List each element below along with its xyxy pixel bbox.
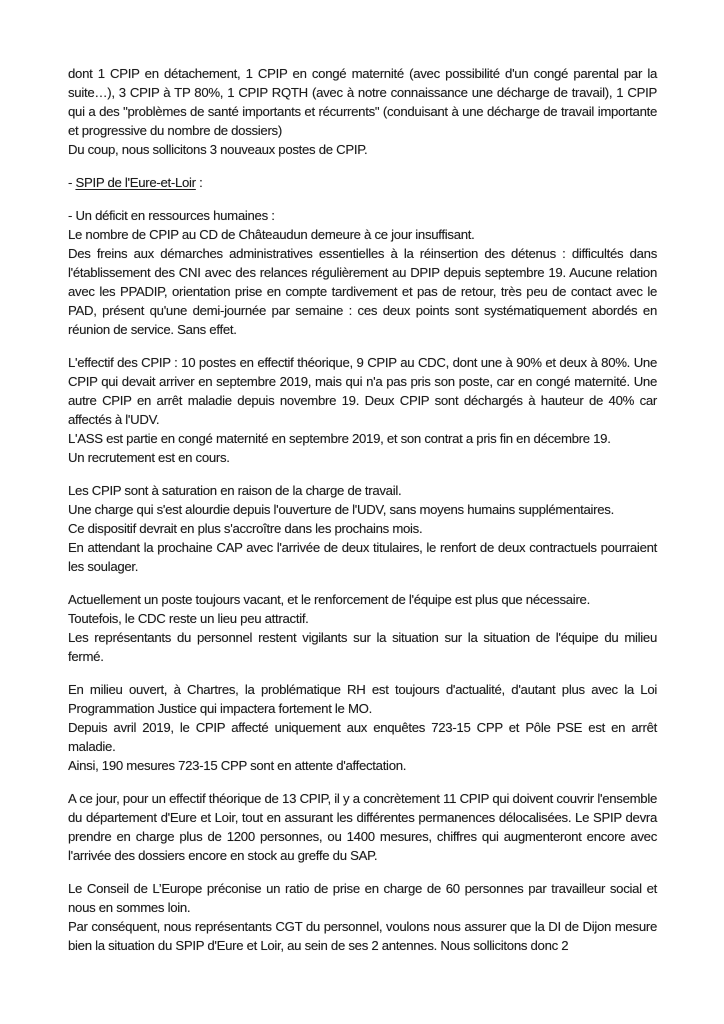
section-heading-spip-eure-et-loir [68, 173, 657, 192]
paragraph-poste-vacant: Actuellement un poste toujours vacant, et le renforcement de l'équipe est plus que nécessaire. [68, 592, 590, 607]
paragraph-nombre-cpip: Le nombre de CPIP au CD de Châteaudun demeure à ce jour insuffisant. [68, 227, 475, 242]
paragraph-mesures-en-attente: Ainsi, 190 mesures 723-15 CPP sont en attente d'affectation. [68, 758, 407, 773]
paragraph-recrutement: Un recrutement est en cours. [68, 450, 230, 465]
paragraph-effectif-theorique: A ce jour, pour un effectif théorique de 13 CPIP, il y a concrètement 11 CPIP qui doivent couvrir l'ensemble du département d'Eure et Loir, tout en assurant les différentes permanences délocalisées. Le SPIP devra prendre en charge plus de 1200 personnes, ou 1400 mesures, chiffres qui augmenteront encore avec l'arrivée des dossiers encore en stock au greffe du SAP. [68, 791, 657, 863]
paragraph-effectif-cpip: L'effectif des CPIP : 10 postes en effectif théorique, 9 CPIP au CDC, dont une à 90% et deux à 80%. Une CPIP qui devait arriver en septembre 2019, mais qui n'a pas pris son poste, car en congé maternité. Une autre CPIP en arrêt maladie depuis novembre 19. Deux CPIP sont déchargés à hauteur de 40% car affectés à l'UDV. [68, 355, 657, 427]
paragraph-arret-maladie-pse: Depuis avril 2019, le CPIP affecté uniquement aux enquêtes 723-15 CPP et Pôle PSE est en arrêt maladie. [68, 720, 657, 754]
paragraph-cpip-situation: dont 1 CPIP en détachement, 1 CPIP en congé maternité (avec possibilité d'un congé parental par la suite…), 3 CPIP à TP 80%, 1 CPIP RQTH (avec à notre connaissance une décharge de travail), 1 CPIP qui a des "problèmes de santé importants et récurrents" (conduisant à une décharge de travail importante et progressive du nombre de dossiers) [68, 66, 657, 138]
paragraph-demande-postes: Du coup, nous sollicitons 3 nouveaux postes de CPIP. [68, 142, 368, 157]
paragraph-milieu-ouvert: En milieu ouvert, à Chartres, la problématique RH est toujours d'actualité, d'autant plus avec la Loi Programmation Justice qui impactera fortement le MO. [68, 682, 657, 716]
paragraph-demande-cgt: Par conséquent, nous représentants CGT du personnel, voulons nous assurer que la DI de Dijon mesure bien la situation du SPIP d'Eure et Loir, au sein de ses 2 antennes. Nous sollicitons donc 2 [68, 919, 657, 953]
paragraph-freins-administratifs: Des freins aux démarches administratives essentielles à la réinsertion des détenus : difficultés dans l'établissement des CNI avec des relances régulièrement au DPIP depuis septembre 19. Aucune relation avec les PPADIP, orientation prise en compte tardivement et pas de retour, très peu de contact avec le PAD, présent qu'une demi-journée par semaine : ces deux points sont systématiquement abordés en réunion de service. Sans effet. [68, 246, 657, 337]
heading-dash: - [68, 175, 76, 190]
heading-title: SPIP de l'Eure-et-Loir [75, 175, 196, 190]
heading-colon: : [195, 175, 203, 190]
paragraph-saturation: Les CPIP sont à saturation en raison de la charge de travail. [68, 483, 402, 498]
paragraph-deficit-rh: - Un déficit en ressources humaines : [68, 208, 275, 223]
paragraph-conseil-europe: Le Conseil de L’Europe préconise un ratio de prise en charge de 60 personnes par travailleur social et nous en sommes loin. [68, 881, 657, 915]
paragraph-ass-conge: L'ASS est partie en congé maternité en septembre 2019, et son contrat a pris fin en décembre 19. [68, 431, 611, 446]
paragraph-cdc-attractivite: Toutefois, le CDC reste un lieu peu attractif. [68, 611, 309, 626]
paragraph-representants-vigilants: Les représentants du personnel restent vigilants sur la situation sur la situation de l'équipe du milieu fermé. [68, 630, 657, 664]
paragraph-charge-udv: Une charge qui s'est alourdie depuis l'ouverture de l'UDV, sans moyens humains supplémentaires. [68, 502, 614, 517]
document-body [68, 64, 657, 955]
paragraph-dispositif: Ce dispositif devrait en plus s'accroître dans les prochains mois. [68, 521, 423, 536]
paragraph-attente-cap: En attendant la prochaine CAP avec l'arrivée de deux titulaires, le renfort de deux contractuels pourraient les soulager. [68, 540, 657, 574]
